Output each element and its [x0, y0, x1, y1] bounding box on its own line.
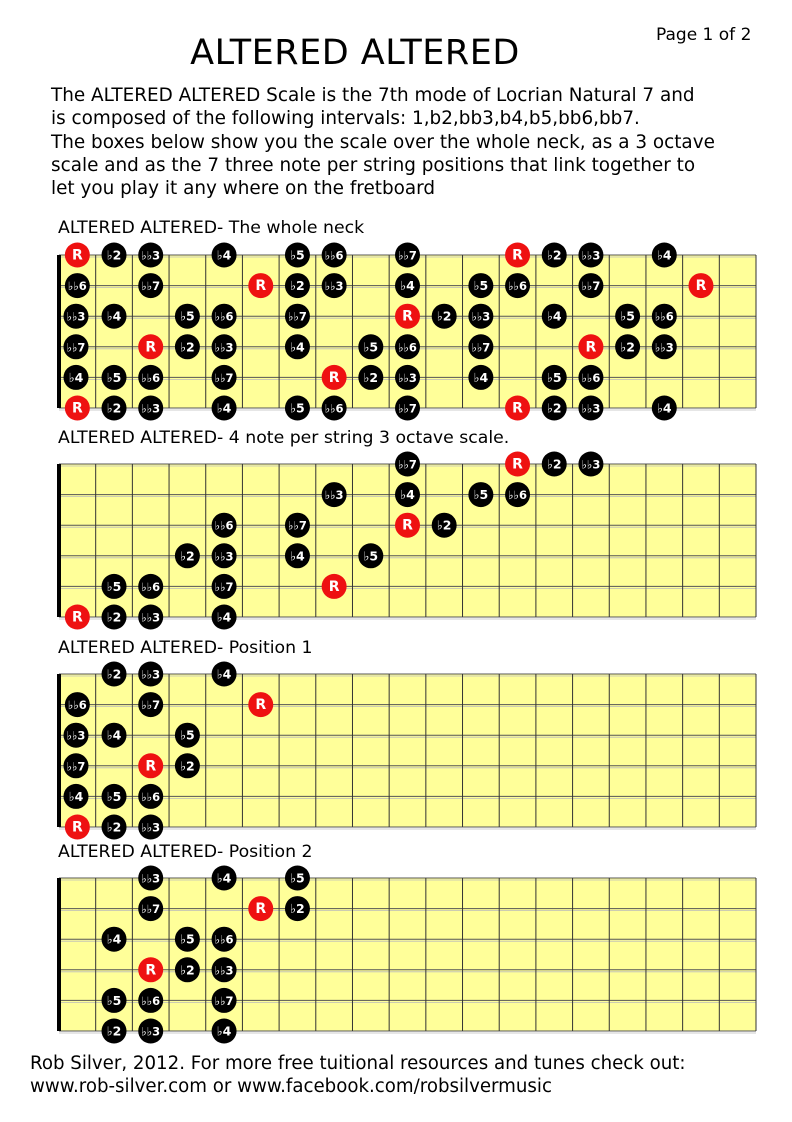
- note-label: ♭♭3: [141, 248, 161, 263]
- scale-note-dot: [358, 365, 383, 390]
- root-note-dot: [65, 396, 90, 421]
- note-label: ♭4: [400, 278, 415, 294]
- note-label: R: [255, 901, 267, 918]
- fretboard-background: [59, 878, 756, 1031]
- note-label: ♭4: [216, 247, 232, 263]
- note-label: ♭4: [400, 487, 415, 503]
- note-label: ♭♭3: [398, 370, 417, 385]
- scale-note-dot: [138, 396, 163, 421]
- scale-note-dot: [102, 662, 127, 687]
- scale-note-dot: [65, 692, 90, 717]
- note-label: ♭♭3: [654, 340, 674, 355]
- note-label: ♭2: [546, 247, 562, 263]
- note-label: ♭4: [473, 369, 489, 385]
- note-label: ♭5: [363, 548, 379, 564]
- note-label: ♭5: [620, 308, 635, 324]
- scale-note-dot: [322, 243, 347, 268]
- note-label: ♭5: [290, 400, 305, 416]
- note-label: ♭♭7: [471, 340, 491, 355]
- note-label: R: [512, 456, 523, 473]
- note-label: ♭2: [106, 247, 122, 263]
- note-label: ♭♭3: [581, 401, 601, 416]
- intro-line: The boxes below show you the scale over the whole neck, as a 3 octave: [51, 131, 715, 153]
- root-note-dot: [578, 334, 603, 359]
- note-label: ♭2: [436, 308, 452, 324]
- scale-note-dot: [102, 1019, 127, 1044]
- scale-note-dot: [395, 452, 420, 477]
- scale-note-dot: [285, 334, 310, 359]
- note-label: ♭2: [180, 758, 195, 774]
- scale-note-dot: [175, 753, 200, 778]
- note-label: R: [71, 609, 83, 626]
- scale-note-dot: [432, 304, 457, 329]
- scale-note-dot: [395, 273, 420, 298]
- scale-note-dot: [212, 1019, 237, 1044]
- scale-note-dot: [652, 304, 677, 329]
- scale-note-dot: [285, 304, 310, 329]
- scale-note-dot: [322, 396, 347, 421]
- scale-note-dot: [102, 396, 127, 421]
- scale-note-dot: [542, 365, 567, 390]
- note-label: ♭5: [473, 487, 489, 503]
- note-label: R: [695, 278, 707, 295]
- note-label: ♭5: [106, 578, 122, 594]
- scale-note-dot: [542, 452, 567, 477]
- intro-line: The ALTERED ALTERED Scale is the 7th mode of Locrian Natural 7 and: [51, 85, 695, 106]
- note-label: ♭4: [68, 369, 84, 385]
- note-label: ♭2: [620, 339, 635, 355]
- note-label: ♭♭7: [141, 698, 161, 713]
- note-label: ♭2: [290, 278, 305, 294]
- scale-note-dot: [468, 334, 493, 359]
- scale-note-dot: [285, 866, 310, 891]
- footer: [30, 1053, 686, 1098]
- diagram-title-three-octave: ALTERED ALTERED- 4 note per string 3 octave scale.: [58, 428, 510, 448]
- fretboard-whole-neck: [0, 239, 792, 425]
- scale-note-dot: [542, 396, 567, 421]
- root-note-dot: [138, 753, 163, 778]
- scale-note-dot: [542, 304, 567, 329]
- root-note-dot: [395, 513, 420, 538]
- scale-note-dot: [578, 365, 603, 390]
- note-label: ♭5: [180, 931, 195, 947]
- scale-note-dot: [212, 866, 237, 891]
- scale-note-dot: [64, 723, 89, 748]
- note-label: ♭2: [290, 901, 305, 917]
- scale-note-dot: [138, 815, 163, 840]
- note-label: ♭♭3: [141, 401, 161, 416]
- note-label: ♭5: [106, 788, 122, 804]
- note-label: ♭♭7: [398, 457, 417, 472]
- scale-note-dot: [212, 365, 237, 390]
- note-label: ♭♭3: [141, 610, 161, 625]
- note-label: ♭♭6: [67, 698, 87, 713]
- scale-note-dot: [64, 365, 89, 390]
- scale-note-dot: [395, 365, 420, 390]
- scale-note-dot: [652, 396, 677, 421]
- scale-note-dot: [468, 482, 493, 507]
- note-label: ♭2: [546, 400, 562, 416]
- scale-note-dot: [138, 243, 163, 268]
- note-label: ♭2: [106, 666, 122, 682]
- note-label: ♭♭3: [141, 1024, 161, 1039]
- scale-note-dot: [102, 784, 127, 809]
- note-label: ♭♭3: [581, 457, 601, 472]
- root-note-dot: [65, 815, 90, 840]
- note-label: ♭2: [106, 609, 122, 625]
- note-label: ♭♭6: [581, 370, 601, 385]
- intro-line: is composed of the following intervals: 1,b2,bb3,b4,b5,bb6,bb7.: [51, 108, 640, 130]
- footer-line: www.rob-silver.com or www.facebook.com/robsilvermusic: [30, 1075, 552, 1097]
- note-label: R: [512, 400, 523, 417]
- scale-note-dot: [138, 988, 163, 1013]
- note-label: ♭2: [180, 339, 195, 355]
- note-label: ♭5: [473, 278, 489, 294]
- fretboard-position-2: [0, 862, 792, 1048]
- note-label: ♭♭6: [324, 248, 344, 263]
- note-label: R: [71, 400, 83, 417]
- root-note-dot: [65, 243, 90, 268]
- note-label: ♭♭3: [214, 963, 234, 978]
- note-label: ♭♭6: [214, 932, 234, 947]
- scale-note-dot: [102, 605, 127, 630]
- note-label: ♭5: [363, 339, 379, 355]
- note-label: ♭♭7: [288, 309, 307, 324]
- note-label: ♭4: [216, 1023, 232, 1039]
- note-label: R: [255, 278, 267, 295]
- note-label: ♭5: [546, 369, 562, 385]
- root-note-dot: [248, 273, 273, 298]
- note-label: R: [402, 517, 413, 534]
- scale-note-dot: [468, 365, 493, 390]
- note-label: ♭♭6: [141, 579, 161, 594]
- scale-note-dot: [65, 273, 90, 298]
- note-label: ♭4: [106, 931, 122, 947]
- fretboard-position-1: [0, 658, 792, 844]
- scale-note-dot: [138, 866, 163, 891]
- fretboard-three-octave: [0, 448, 792, 634]
- scale-note-dot: [285, 273, 310, 298]
- note-label: ♭♭3: [66, 728, 86, 743]
- note-label: ♭♭6: [141, 993, 161, 1008]
- scale-note-dot: [64, 784, 89, 809]
- scale-note-dot: [138, 784, 163, 809]
- note-label: ♭5: [106, 369, 122, 385]
- note-label: ♭♭6: [214, 518, 234, 533]
- root-note-dot: [65, 605, 90, 630]
- scale-note-dot: [212, 334, 237, 359]
- note-label: ♭♭6: [398, 340, 417, 355]
- note-label: ♭♭3: [66, 309, 86, 324]
- note-label: ♭♭6: [141, 370, 161, 385]
- note-label: ♭2: [436, 517, 452, 533]
- note-label: R: [71, 819, 83, 836]
- note-label: ♭5: [180, 727, 195, 743]
- note-label: ♭2: [106, 1023, 122, 1039]
- scale-note-dot: [212, 543, 237, 568]
- note-label: ♭♭3: [324, 488, 344, 503]
- note-label: ♭♭3: [581, 248, 601, 263]
- scale-note-dot: [395, 396, 420, 421]
- scale-note-dot: [285, 896, 310, 921]
- intro-line: scale and as the 7 three note per string positions that link together to: [51, 154, 696, 176]
- scale-note-dot: [64, 334, 89, 359]
- note-label: ♭♭3: [141, 667, 161, 682]
- diagram-title-whole-neck: ALTERED ALTERED- The whole neck: [58, 218, 365, 238]
- note-label: R: [328, 578, 340, 595]
- scale-note-dot: [505, 482, 530, 507]
- intro-line: let you play it any where on the fretboard: [51, 178, 436, 200]
- root-note-dot: [248, 896, 273, 921]
- note-label: ♭2: [363, 369, 379, 385]
- note-label: ♭4: [216, 666, 232, 682]
- scale-note-dot: [395, 243, 420, 268]
- note-label: R: [145, 962, 157, 979]
- note-label: ♭♭7: [288, 518, 307, 533]
- scale-note-dot: [212, 243, 237, 268]
- note-label: ♭♭3: [214, 549, 234, 564]
- scale-note-dot: [138, 605, 163, 630]
- root-note-dot: [138, 957, 163, 982]
- page-title: ALTERED ALTERED: [190, 33, 520, 73]
- scale-note-dot: [175, 957, 200, 982]
- note-label: ♭2: [106, 400, 122, 416]
- intro-text: [51, 84, 715, 200]
- note-label: ♭♭6: [654, 309, 674, 324]
- note-label: ♭5: [180, 308, 195, 324]
- note-label: ♭4: [656, 247, 672, 263]
- note-label: ♭♭6: [214, 309, 234, 324]
- note-label: R: [512, 247, 523, 264]
- scale-note-dot: [138, 574, 163, 599]
- note-label: ♭2: [106, 819, 122, 835]
- note-label: ♭5: [290, 870, 305, 886]
- note-label: R: [402, 308, 413, 325]
- scale-note-dot: [64, 753, 89, 778]
- fretboard-background: [59, 674, 756, 827]
- scale-note-dot: [395, 482, 420, 507]
- root-note-dot: [138, 334, 163, 359]
- note-label: ♭♭6: [508, 488, 527, 503]
- note-label: ♭♭7: [214, 370, 234, 385]
- scale-note-dot: [212, 662, 237, 687]
- scale-note-dot: [652, 334, 677, 359]
- root-note-dot: [505, 452, 530, 477]
- scale-note-dot: [138, 273, 163, 298]
- note-label: ♭♭3: [214, 340, 234, 355]
- note-label: ♭♭7: [141, 902, 161, 917]
- scale-note-dot: [102, 927, 127, 952]
- scale-note-dot: [175, 927, 200, 952]
- note-label: ♭♭7: [398, 401, 417, 416]
- scale-note-dot: [358, 334, 383, 359]
- note-label: R: [145, 339, 157, 356]
- scale-note-dot: [285, 513, 310, 538]
- scale-note-dot: [285, 396, 310, 421]
- note-label: ♭♭6: [324, 401, 344, 416]
- note-label: ♭♭7: [66, 340, 86, 355]
- scale-note-dot: [102, 243, 127, 268]
- note-label: ♭5: [290, 247, 305, 263]
- scale-note-dot: [175, 723, 200, 748]
- root-note-dot: [688, 273, 713, 298]
- diagram-title-position-2: ALTERED ALTERED- Position 2: [58, 842, 313, 862]
- note-label: R: [145, 758, 157, 775]
- scale-note-dot: [102, 304, 127, 329]
- note-label: ♭4: [216, 870, 232, 886]
- note-label: ♭♭3: [324, 279, 344, 294]
- note-label: R: [585, 339, 597, 356]
- scale-note-dot: [505, 273, 530, 298]
- scale-note-dot: [212, 304, 237, 329]
- scale-note-dot: [322, 273, 347, 298]
- note-label: ♭♭7: [398, 248, 417, 263]
- scale-note-dot: [468, 304, 493, 329]
- scale-note-dot: [652, 243, 677, 268]
- note-label: ♭2: [180, 548, 195, 564]
- note-label: ♭4: [290, 548, 305, 564]
- scale-note-dot: [138, 1019, 163, 1044]
- note-label: ♭4: [216, 400, 232, 416]
- scale-note-dot: [432, 513, 457, 538]
- note-label: ♭♭7: [581, 279, 601, 294]
- scale-note-dot: [102, 815, 127, 840]
- page-number: Page 1 of 2: [656, 25, 752, 45]
- scale-note-dot: [138, 692, 163, 717]
- note-label: ♭4: [290, 339, 305, 355]
- note-label: ♭4: [656, 400, 672, 416]
- note-label: ♭♭6: [141, 789, 161, 804]
- scale-note-dot: [102, 365, 127, 390]
- scale-note-dot: [578, 243, 603, 268]
- note-label: ♭♭7: [141, 279, 161, 294]
- scale-note-dot: [175, 543, 200, 568]
- note-label: ♭4: [216, 609, 232, 625]
- note-label: ♭♭7: [214, 579, 234, 594]
- note-label: ♭4: [68, 788, 84, 804]
- note-label: ♭2: [180, 962, 195, 978]
- note-label: R: [255, 697, 267, 714]
- root-note-dot: [505, 243, 530, 268]
- scale-note-dot: [138, 662, 163, 687]
- scale-note-dot: [285, 243, 310, 268]
- root-note-dot: [395, 304, 420, 329]
- note-label: R: [328, 369, 340, 386]
- scale-note-dot: [175, 304, 200, 329]
- diagram-title-position-1: ALTERED ALTERED- Position 1: [58, 638, 313, 658]
- scale-note-dot: [322, 482, 347, 507]
- scale-note-dot: [212, 988, 237, 1013]
- note-label: ♭4: [106, 727, 122, 743]
- note-label: ♭2: [546, 456, 562, 472]
- scale-note-dot: [395, 334, 420, 359]
- scale-note-dot: [212, 396, 237, 421]
- scale-note-dot: [175, 334, 200, 359]
- scale-note-dot: [64, 304, 89, 329]
- root-note-dot: [505, 396, 530, 421]
- scale-note-dot: [542, 243, 567, 268]
- note-label: ♭♭6: [67, 279, 87, 294]
- note-label: ♭4: [546, 308, 562, 324]
- note-label: ♭♭3: [141, 820, 161, 835]
- note-label: ♭5: [106, 992, 122, 1008]
- scale-note-dot: [615, 304, 640, 329]
- root-note-dot: [322, 365, 347, 390]
- root-note-dot: [322, 574, 347, 599]
- scale-note-dot: [102, 574, 127, 599]
- note-label: ♭♭3: [141, 871, 161, 886]
- note-label: ♭4: [106, 308, 122, 324]
- scale-note-dot: [138, 365, 163, 390]
- root-note-dot: [248, 692, 273, 717]
- scale-note-dot: [615, 334, 640, 359]
- scale-note-dot: [102, 988, 127, 1013]
- scale-note-dot: [212, 605, 237, 630]
- note-label: ♭♭7: [66, 759, 86, 774]
- footer-line: Rob Silver, 2012. For more free tuitional resources and tunes check out:: [30, 1053, 686, 1074]
- scale-note-dot: [212, 513, 237, 538]
- note-label: R: [71, 247, 83, 264]
- scale-note-dot: [102, 723, 127, 748]
- scale-note-dot: [138, 896, 163, 921]
- note-label: ♭♭7: [214, 993, 234, 1008]
- scale-note-dot: [212, 957, 237, 982]
- scale-note-dot: [212, 927, 237, 952]
- scale-note-dot: [285, 543, 310, 568]
- scale-note-dot: [578, 452, 603, 477]
- scale-note-dot: [578, 273, 603, 298]
- note-label: ♭♭6: [508, 279, 527, 294]
- scale-note-dot: [578, 396, 603, 421]
- note-label: ♭♭3: [471, 309, 491, 324]
- scale-note-dot: [358, 543, 383, 568]
- scale-note-dot: [468, 273, 493, 298]
- scale-note-dot: [212, 574, 237, 599]
